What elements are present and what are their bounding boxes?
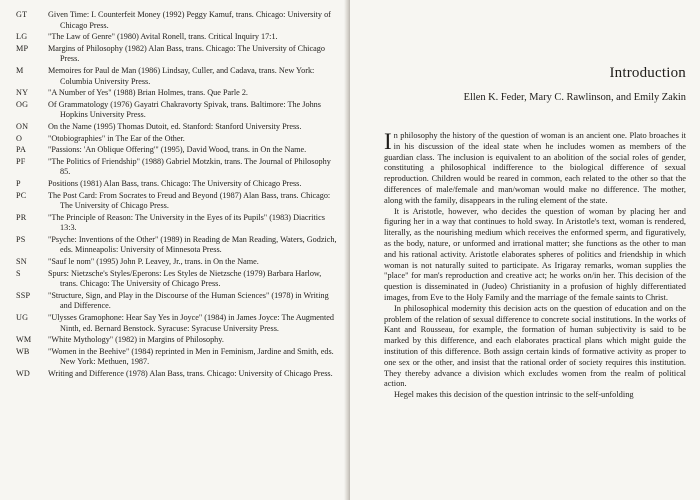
abbreviation-citation: "White Mythology" (1982) in Margins of Philosophy. xyxy=(48,335,224,345)
chapter-body xyxy=(384,131,686,401)
abbreviation-entry xyxy=(14,179,340,190)
abbreviation-entry xyxy=(14,32,340,43)
abbreviation-entry xyxy=(14,145,340,156)
abbreviation-entry xyxy=(14,157,340,178)
abbreviation-entry xyxy=(14,100,340,121)
abbreviation-citation: "A Number of Yes" (1988) Brian Holmes, trans. Que Parle 2. xyxy=(48,88,248,98)
abbreviation-citation: Of Grammatology (1976) Gayatri Chakravorty Spivak, trans. Baltimore: The Johns Hopkins University Press. xyxy=(48,99,321,120)
abbreviation-citation: "The Principle of Reason: The University in the Eyes of its Pupils" (1983) Diacritics 13:3. xyxy=(48,212,325,233)
abbreviation-entry xyxy=(14,66,340,87)
abbreviation-citation: Given Time: I. Counterfeit Money (1992) Peggy Kamuf, trans. Chicago: University of Chicago Press. xyxy=(48,10,331,30)
abbreviation-entry xyxy=(14,191,340,212)
abbreviation-code: UG xyxy=(16,313,29,323)
abbreviation-citation: "The Law of Genre" (1980) Avital Ronell, trans. Critical Inquiry 17:1. xyxy=(48,32,278,42)
abbreviation-code: P xyxy=(16,178,21,188)
abbreviation-code: M xyxy=(16,65,24,75)
abbreviation-code: PC xyxy=(16,190,27,200)
abbreviation-entry xyxy=(14,291,340,312)
abbreviation-citation: Margins of Philosophy (1982) Alan Bass, trans. Chicago: The University of Chicago Press. xyxy=(48,43,325,64)
abbreviation-code: LG xyxy=(16,32,28,42)
abbreviation-entry xyxy=(14,88,340,99)
abbreviation-code: WM xyxy=(16,335,32,345)
abbreviation-code: OG xyxy=(16,99,29,109)
abbreviation-entry xyxy=(14,369,340,380)
chapter-authors: Ellen K. Feder, Mary C. Rawlinson, and Emily Zakin xyxy=(463,92,686,103)
abbreviation-entry xyxy=(14,44,340,65)
abbreviation-entry xyxy=(14,122,340,133)
abbreviation-citation: On the Name (1995) Thomas Dutoit, ed. Stanford: Stanford University Press. xyxy=(48,121,302,131)
abbreviation-code: PA xyxy=(16,145,27,155)
abbreviation-citation: "Passions: 'An Oblique Offering'" (1995), David Wood, trans. in On the Name. xyxy=(48,145,307,155)
abbreviation-citation: "Otobiographies" in The Ear of the Other. xyxy=(48,133,185,143)
abbreviation-citation: "Sauf le nom" (1995) John P. Leavey, Jr., trans. in On the Name. xyxy=(48,257,259,267)
abbreviation-entry xyxy=(14,269,340,290)
abbreviation-code: WB xyxy=(16,346,30,356)
abbreviation-code: ON xyxy=(16,121,29,131)
paragraph: It is Aristotle, however, who decides the question of woman by placing her and figuring her in a way that continues to hold sway. In Aristotle's text, woman is rendered, literally, as the nourishing medium which receives the enformed sperm, and figuratively, as the body, nature, or unformed and irrational matter; she functions as the other to man and his rational activity. Aristotle elaborates spheres of politics and friendship in which woman is not naturally suited to participate. As Irigaray remarks, woman supplies the "place" for man's reproduction and creative act; he works on/in her. This decision of the question is disseminated in (Judeo) Christianity in a profusion of highly differentiated images, from Eve to the Holy Family and the marriage of the female saints to Christ. xyxy=(384,206,686,302)
abbreviation-citation: Writing and Difference (1978) Alan Bass, trans. Chicago: University of Chicago Press. xyxy=(48,369,333,378)
right-page xyxy=(350,0,700,500)
chapter-heading: Introduction xyxy=(609,65,686,81)
abbreviation-code: PR xyxy=(16,212,27,222)
drop-cap: I xyxy=(384,129,392,154)
abbreviation-code: WD xyxy=(16,369,31,378)
abbreviation-citation: "Psyche: Inventions of the Other" (1989) in Reading de Man Reading, Waters, Godzich, eds. Minneapolis: University of Minnesota Press. xyxy=(48,234,337,255)
abbreviation-entry xyxy=(14,213,340,234)
abbreviation-entry xyxy=(14,335,340,346)
abbreviation-entry xyxy=(14,313,340,334)
abbreviation-code: PF xyxy=(16,156,26,166)
abbreviation-citation: Memoires for Paul de Man (1986) Lindsay, Culler, and Cadava, trans. New York: Columbia University Press. xyxy=(48,65,315,86)
abbreviation-entry xyxy=(14,134,340,145)
abbreviation-code: SSP xyxy=(16,290,31,300)
abbreviation-citation: "Women in the Beehive" (1984) reprinted in Men in Feminism, Jardine and Smith, eds. New York: Methuen, 1987. xyxy=(48,346,334,367)
abbreviation-citation: "Structure, Sign, and Play in the Discourse of the Human Sciences" (1978) in Writing and Difference. xyxy=(48,290,329,311)
abbreviation-code: SN xyxy=(16,257,27,267)
abbreviations-list xyxy=(14,10,340,380)
abbreviation-entry xyxy=(14,235,340,256)
abbreviation-code: GT xyxy=(16,10,28,19)
abbreviation-citation: "Ulysses Gramophone: Hear Say Yes in Joyce" (1984) in James Joyce: The Augmented Ninth, ed. Bernard Benstock. Syracuse: Syracuse University Press. xyxy=(48,313,334,333)
abbreviation-code: PS xyxy=(16,234,26,244)
abbreviation-citation: The Post Card: From Socrates to Freud and Beyond (1987) Alan Bass, trans. Chicago: The University of Chicago Press. xyxy=(48,190,331,211)
abbreviation-code: NY xyxy=(16,88,29,98)
paragraph xyxy=(384,131,686,207)
abbreviation-citation: "The Politics of Friendship" (1988) Gabriel Motzkin, trans. The Journal of Philosophy 85. xyxy=(48,156,331,177)
abbreviation-entry xyxy=(14,10,340,31)
paragraph: In philosophical modernity this decision acts on the question of education and on the problem of the relation of sexual difference to concrete social institutions. In the works of Kant and Rousseau, for example, the formation of human subjectivity is said to be marked by this difference, and each elaborates practical plans which might guide the institution of this difference. Both assign certain kinds of formative activity as proper to one sex or the other, and insist that the rational order of society requires this institution. They thereby advance a division which excludes women from the realm of political action. xyxy=(384,303,686,389)
paragraph: Hegel makes this decision of the question intrinsic to the self-unfolding xyxy=(394,390,634,400)
abbreviation-code: O xyxy=(16,133,23,143)
abbreviation-entry xyxy=(14,347,340,368)
abbreviation-entry xyxy=(14,257,340,268)
paragraph-text: n philosophy the history of the question of woman is an ancient one. Plato broaches it in his discussion of the ideal state when he includes women as members of the guardian class. The inclusion is equivalent to an abolition of the social roles of gender, constituting a philosophical indifference to the biological difference of sexual reproduction. Children would be reared in common, each related to the other so that the differences of male/female and man/woman would make no difference. The mother, along with the family, disappears in the ruling element of the state. xyxy=(384,131,686,205)
abbreviation-citation: Spurs: Nietzsche's Styles/Eperons: Les Styles de Nietzsche (1979) Barbara Harlow, trans. Chicago: The University of Chicago Press. xyxy=(48,268,322,289)
abbreviation-code: MP xyxy=(16,43,29,53)
abbreviation-code: S xyxy=(16,268,21,278)
abbreviation-citation: Positions (1981) Alan Bass, trans. Chicago: The University of Chicago Press. xyxy=(48,178,302,188)
left-page xyxy=(0,0,348,500)
